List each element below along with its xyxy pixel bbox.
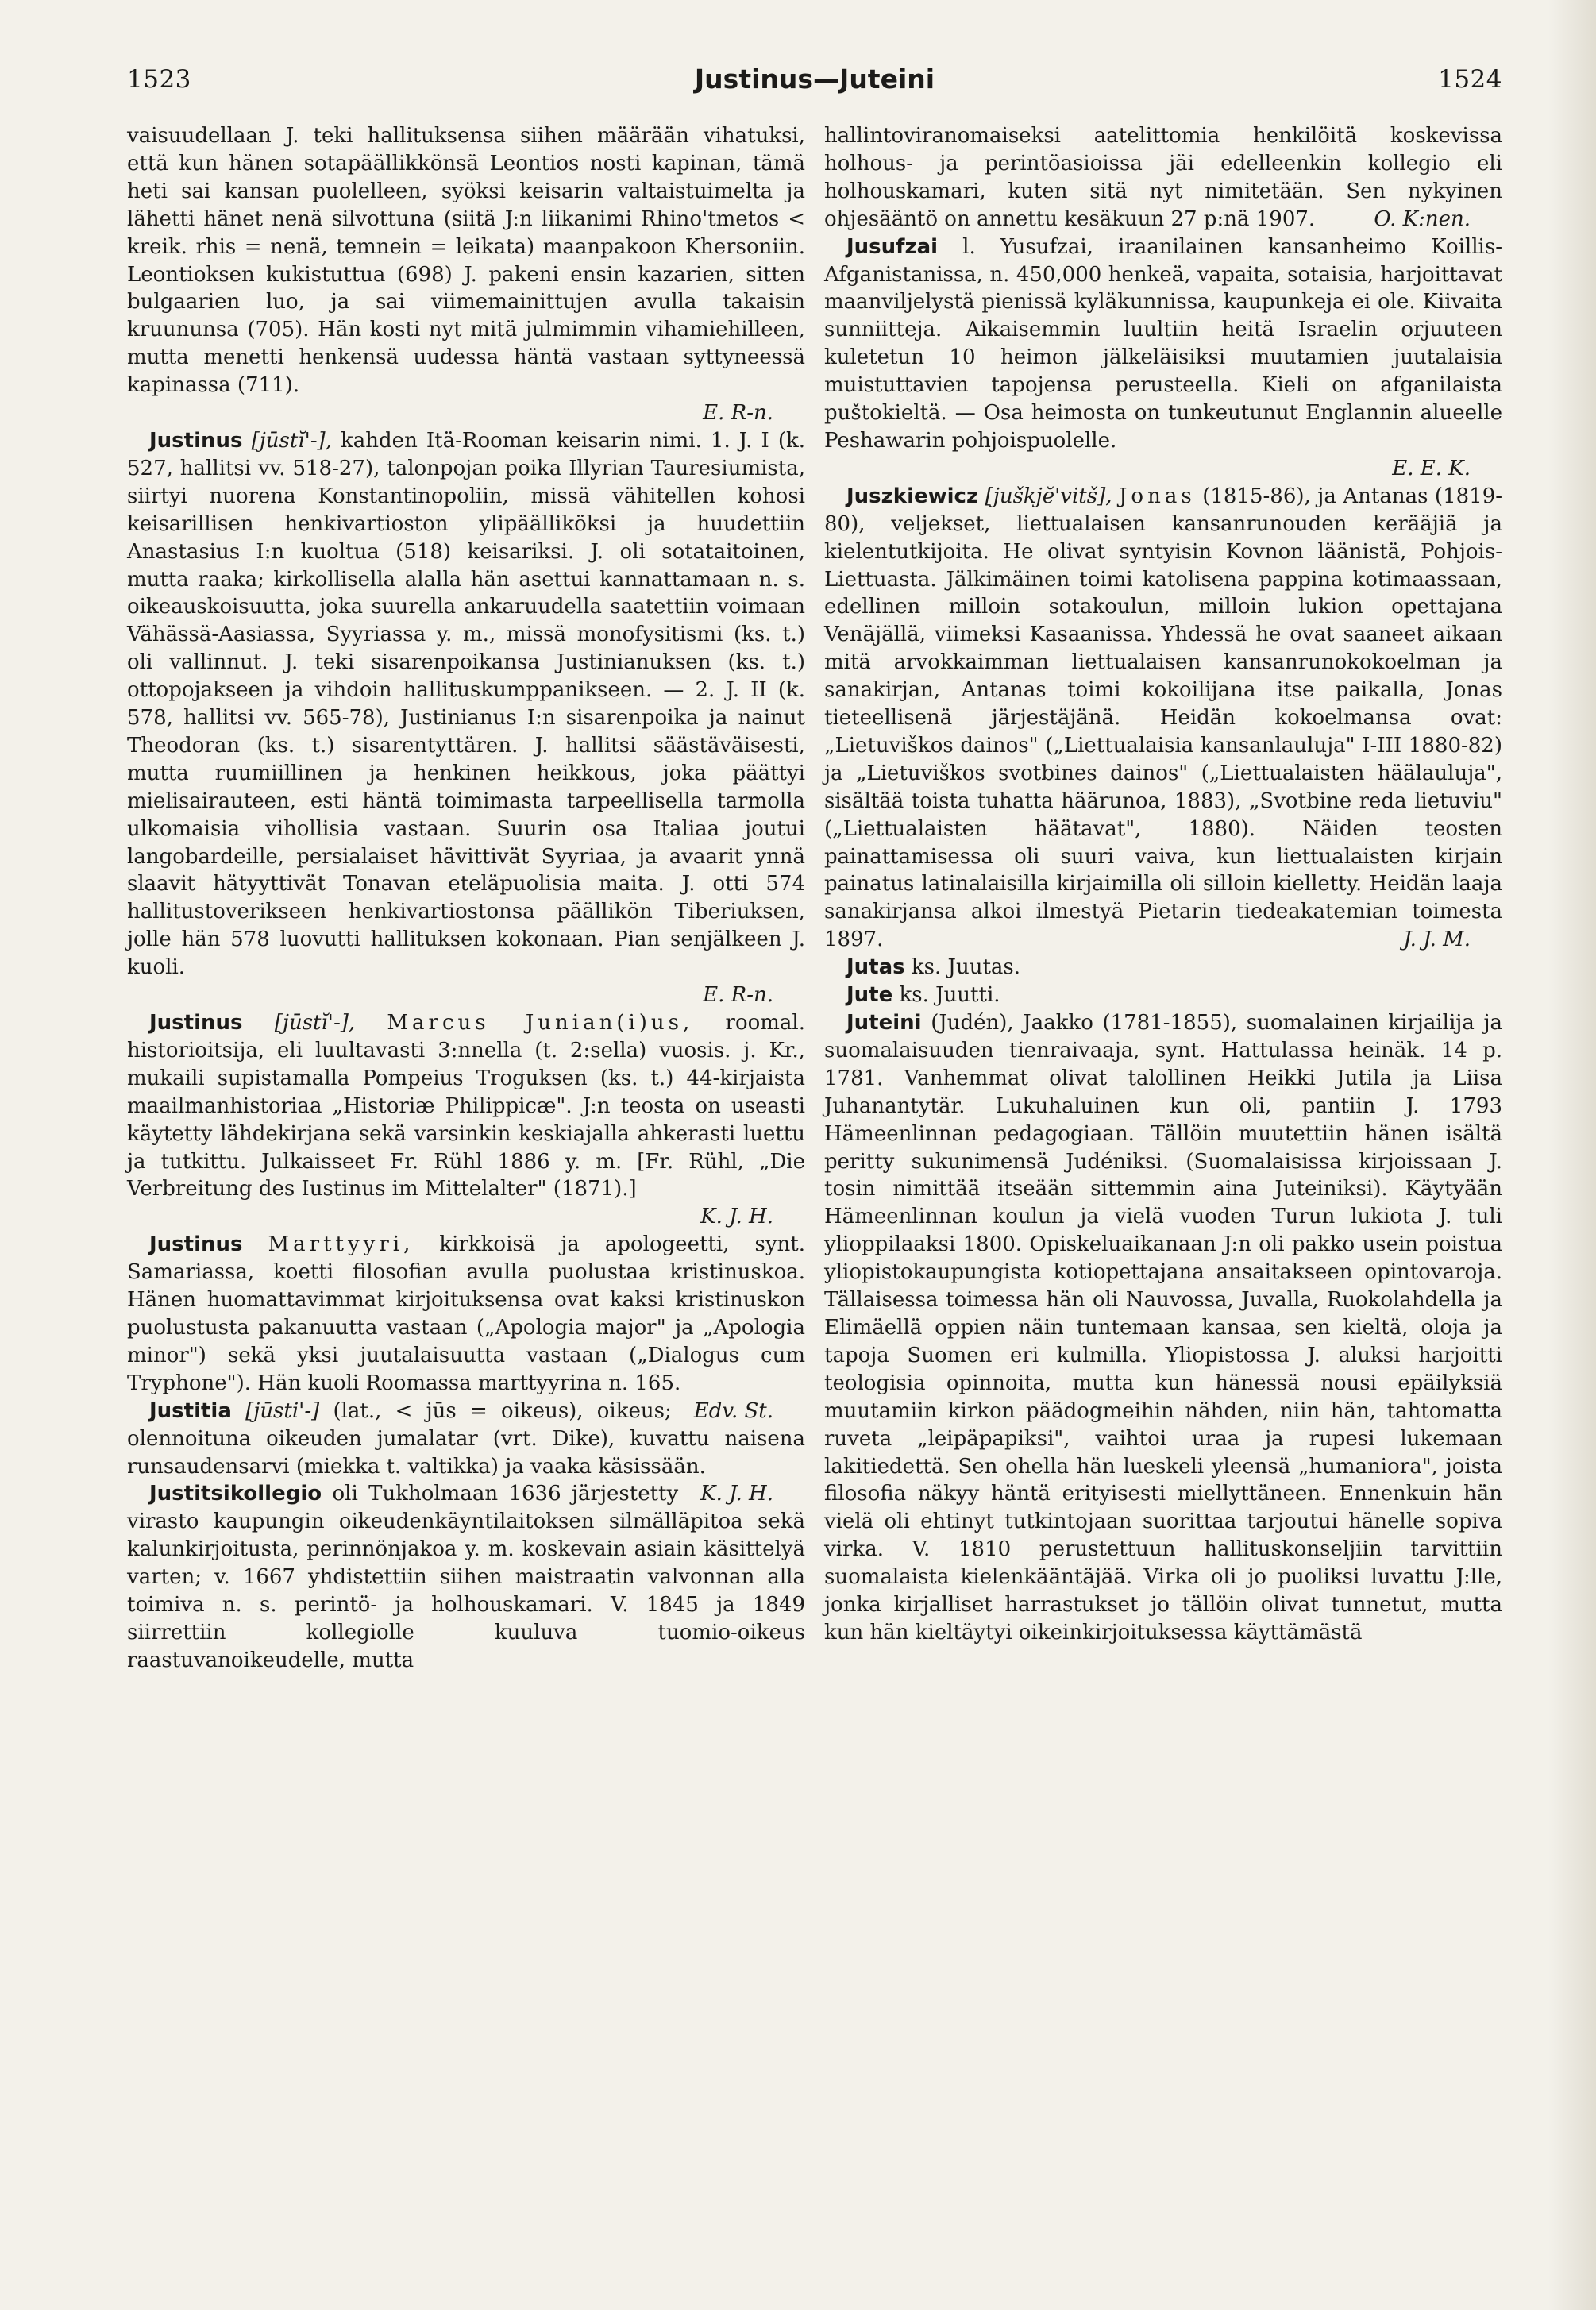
entry-text: ks. Juutas. [911,955,1021,980]
spaced-name: Marcus Junian(i)us, [387,1011,694,1035]
signature: E. E. K. [1392,456,1471,480]
entry-text: (1815-86), ja Antanas (1819-80), veljekset, liettualaisen kansanrunouden kerääjiä ja kielentutkijoita. He olivat syntyisin Kovnon läänistä, Pohjois-Liettuasta. Jälkimäinen toimi katolisena pappina kotimaassaan, edellinen milloin sotakoulun, milloin lukion opettajana Venäjällä, viimeksi Kasaanissa. Yhdessä he ovat saaneet aikaan mitä arvokkaimman liettualaisen kansanrunokokoelman ja sanakirjan, Antanas toimi kokoilijana itse paikalla, Jonas tieteellisenä järjestäjänä. Heidän kokoelmansa ovat: „Lietuviškos dainos" („Liettualaisia kansanlauluja" I-III 1880-82) ja „Lietuviškos svotbines dainos" („Liettualaisten häälauluja", sisältää toista tuhatta häärunoa, 1883), „Svotbine reda lietuviu" („Liettualaisten häätavat", 1880). Näiden teosten painattamisessa oli suuri vaiva, kun liettualaisten kirjain painatus latinalaisilla kirjaimilla oli silloin kielletty. Heidän laaja sanakirjansa alkoi ilmestyä Pietarin tiedeakatemian toimesta 1897. [824,484,1503,952]
spaced-name: Marttyyri, [268,1232,414,1257]
entry-justinus [127,427,805,1009]
page-number-right: 1524 [1438,65,1502,94]
running-title: Justinus—Juteini [694,64,935,94]
headword: Juszkiewicz [846,484,979,508]
signature: J. J. M. [1403,927,1471,952]
running-header [127,65,1502,102]
entry-text: kahden Itä-Rooman keisarin nimi. 1. J. I (k. 527, hallitsi vv. 518-27), talonpojan poika Illyrian Tauresiumista, siirtyi nuorena Konstantinopoliin, missä vähitellen kohosi keisarillisen henkivartioston ylipäälliköksi ja huudettiin Anastasius I:n kuoltua (518) keisariksi. J. oli sotataitoinen, mutta raaka; kirkollisella alalla hän asettui kannattamaan n. s. oikeauskoisuutta, joka suurella ankaruudella saatettiin voimaan Vähässä-Aasiassa, Syyriassa y. m., missä monofysitismi (ks. t.) oli vallinnut. J. teki sisarenpoikansa Justinianuksen (ks. t.) ottopojakseen ja vihdoin hallituskumppanikseen. — 2. J. II (k. 578, hallitsi vv. 565-78), Justinianus I:n sisarenpoika ja nainut Theodoran (ks. t.) sisarentyttären. J. hallitsi säästäväisesti, mutta ruumiillinen ja henkinen heikkous, joka päättyi mielisairauteen, esti häntä toimimasta tarpeellisella tarmolla ulkomaisia vihollisia vastaan. Suurin osa Italiaa joutui langobardeille, persialaiset hävittivät Syyriaa, ja avaarit ynnä slaavit hätyyttivät Tonavan eteläpuolisia maita. J. otti 574 hallitustoverikseen henkivartiostonsa päällikön Tiberiuksen, jolle hän 578 luovutti hallituksen kokonaan. Pian senjälkeen J. kuoli. [127,428,805,980]
headword: Justitia [149,1398,232,1423]
headword: Juteini [846,1011,922,1035]
entry-text: (lat., < jūs = oikeus), oikeus; olennoitunа oikeuden jumalatar (vrt. Dike), kuvattu naisena runsaudensarvi (miekka t. valtikka) ja vaaka käsissään. [127,1398,805,1479]
entry-text: kirkkoisä ja apologeetti, synt. Samariassa, koetti filosofian avulla puolustaa kristinuskoa. Hänen huomattavimmat kirjoituksensa ovat kaksi kristinuskon puolustusta pakanuutta vastaan („Apologia major" ja „Apologia minor") sekä yksi juutalaisuutta vastaan („Dialogus cum Tryphone"). Hän kuoli Roomassa marttyyrina n. 165. [127,1232,806,1395]
entry-text: l. Yusufzai, iraanilainen kansanheimo Koillis-Afganistanissa, n. 450,000 henkeä, vapaita, sotaisia, harjoittavat maanviljelystä pienissä kyläkunnissa, kaupunkeja ei ole. Kiivaita sunniitteja. Aikaisemmin luultiin heitä Israelin orjuuteen kuletetun 10 heimon jälkeläisiksi muutamien juutalaisia muistuttavien tapojensa perusteella. Kieli on afganilaista puštokieltä. — Osa heimosta on tunkeutunut Englannin alueelle Peshawarin pohjoispuolelle. [824,234,1502,453]
entry-text: roomal. historioitsija, eli luultavasti 3:nnella (t. 2:sella) vuosis. j. Kr., mukaili supistamalla Pompeius Troguksen (ks. t.) 44-kirjaista maailmanhistoriaa „Historiæ Philippicæ". J:n teosta on useasti käytetty lähdekirjana sekä varsinkin keskiajalla ahkerasti luettu ja tutkittu. Julkaisseet Fr. Rühl 1886 y. m. [Fr. Rühl, „Die Verbreitung des Iustinus im Mittelalter" (1871).] [127,1011,806,1201]
signature: K. J. H. [700,1482,773,1506]
signature: O. K:nen. [1374,206,1471,231]
entry-juteini [824,1009,1502,1647]
pronunciation: [jūsti'-] [245,1398,320,1423]
signature: E. R-n. [703,401,773,426]
entry-text: (Judén), Jaakko (1781-1855), suomalainen kirjailija ja suomalaisuuden tienraivaaja, synt. Hattulassa heinäk. 14 p. 1781. Vanhemmat olivat talollinen Heikki Jutila ja Liisa Juhanantytär. Lukuhaluinen kun oli, pantiin J. 1793 Hämeenlinnan pedagogiaan. Tällöin muutettiin hänen isältä peritty sukunimensä Judéniksi. (Suomalaisissa kirjoissaan J. tosin nimittää itseään sittemmin aina Juteiniksi). Käytyään Hämeenlinnan koulun ja vielä vuoden Turun lukiota J. tuli ylioppilaaksi 1800. Opiskeluaikanaan J:n oli pakko usein poistua yliopistokaupungista kotiopettajana ansaitakseen opintovaroja. Tällaisessa toimessa hän oli Nauvossa, Juvalla, Ruokolahdella ja Elimäellä oppien näin tuntemaan kansaa, sen kieltä, oloja ja tapoja Suomen eri kulmilla. Yliopistossa J. aluksi harjoitti teologisia opinnoita, mutta kun hänessä nousi epäilyksiä muutamiin kirkon päädogmeihin nähden, niin hän, tahtomatta ruveta „leipäpapiksi", vaihtoi uraa ja rupesi lukemaan lakitiedettä. Sen ohella hän lueskeli yleensä „humaniora", joista filosofia näkyy häntä erityisesti miellyttäneen. Ennenkuin hän vielä oli ehtinyt tutkintojaan suorittaa tarjoutui hänelle sopiva virka. V. 1810 perustettuun hallituskonseljiin tarvittiin suomalaista kielenkääntäjää. Virka oli jo puoliksi luvattu J:lle, jonka kirjalliset harrastukset jo tällöin olivat tunnetut, mutta kun hän kieltäytyi oikeinkirjoituksessa käyttämästä [824,1011,1502,1645]
right-column [824,122,1502,1647]
entry-text: ks. Juutti. [899,983,1000,1008]
headword: Justinus [149,1011,243,1035]
pronunciation: [jūstĭ'-], [274,1011,356,1035]
headword: Jusufzai [846,234,939,259]
entry-continuation: vaisuudellaan J. teki hallituksensa siihen määrään vihatuksi, että kun hänen sotapäällikkönsä Leontios nosti kapinan, tämä heti sai kansan puolelleen, syöksi keisarin valtaistuimelta ja lähetti hänet nenä silvottuna (siitä J:n liikanimi Rhino'tmetos < kreik. rhis = nenä, temnein = leikata) maanpakoon Khersoniin. Leontioksen kukistuttua (698) J. pakeni ensin kazarien, sitten bulgaarien luo, ja sai viimemainittujen avulla takaisin kruununsa (705). Hän kosti nyt mitä julmimmin vihamiehilleen, mutta menetti henkensä uudessa häntä vastaan syttyneessä kapinassa (711). E. R-n. [127,122,805,427]
entry-jute [824,981,1502,1009]
signature: Edv. St. [693,1398,773,1423]
pronunciation: [juškjĕ'vitš], [985,484,1112,508]
headword: Justinus [149,428,243,453]
entry-justinus-marcus [127,1009,805,1231]
entry-continuation: hallintoviranomaiseksi aatelittomia henkilöitä koskevissa holhous- ja perintöasioissa jäi edelleenkin kollegio eli holhouskamari, kuten sitä nyt nimitetään. Sen nykyinen ohjesääntö on annettu kesäkuun 27 p:nä 1907. O. K:nen. [824,122,1502,233]
headword: Justitsikollegio [149,1482,322,1506]
signature: K. J. H. [700,1205,773,1229]
pronunciation: [jūstĭ'-], [251,428,332,453]
spaced-name: Jonas [1119,484,1196,508]
entry-text: oli Tukholmaan 1636 järjestetty virasto kaupungin oikeudenkäyntilaitoksen silmälläpitoa sekä kalunkirjoitusta, perinnönjakoa y. m. koskevain asiain käsittelyä varten; v. 1667 yhdistettiin siihen maistraatin valvonnan alla toimiva n. s. perintö- ja holhouskamari. V. 1845 ja 1849 siirrettiin kollegiolle kuuluva tuomio-oikeus raastuvanoikeudelle, mutta [127,1482,805,1672]
entry-juszkiewicz [824,483,1502,954]
page-number-left: 1523 [127,65,191,94]
headword: Justinus [149,1232,243,1257]
headword: Jute [846,983,893,1008]
entry-jutas [824,954,1502,981]
entry-jusufzai [824,233,1502,483]
signature: E. R-n. [703,983,773,1008]
headword: Jutas [846,955,905,980]
entry-justitsikollegio [127,1480,805,1674]
left-column [127,122,805,1675]
page-edge-shadow [1548,0,1596,2310]
